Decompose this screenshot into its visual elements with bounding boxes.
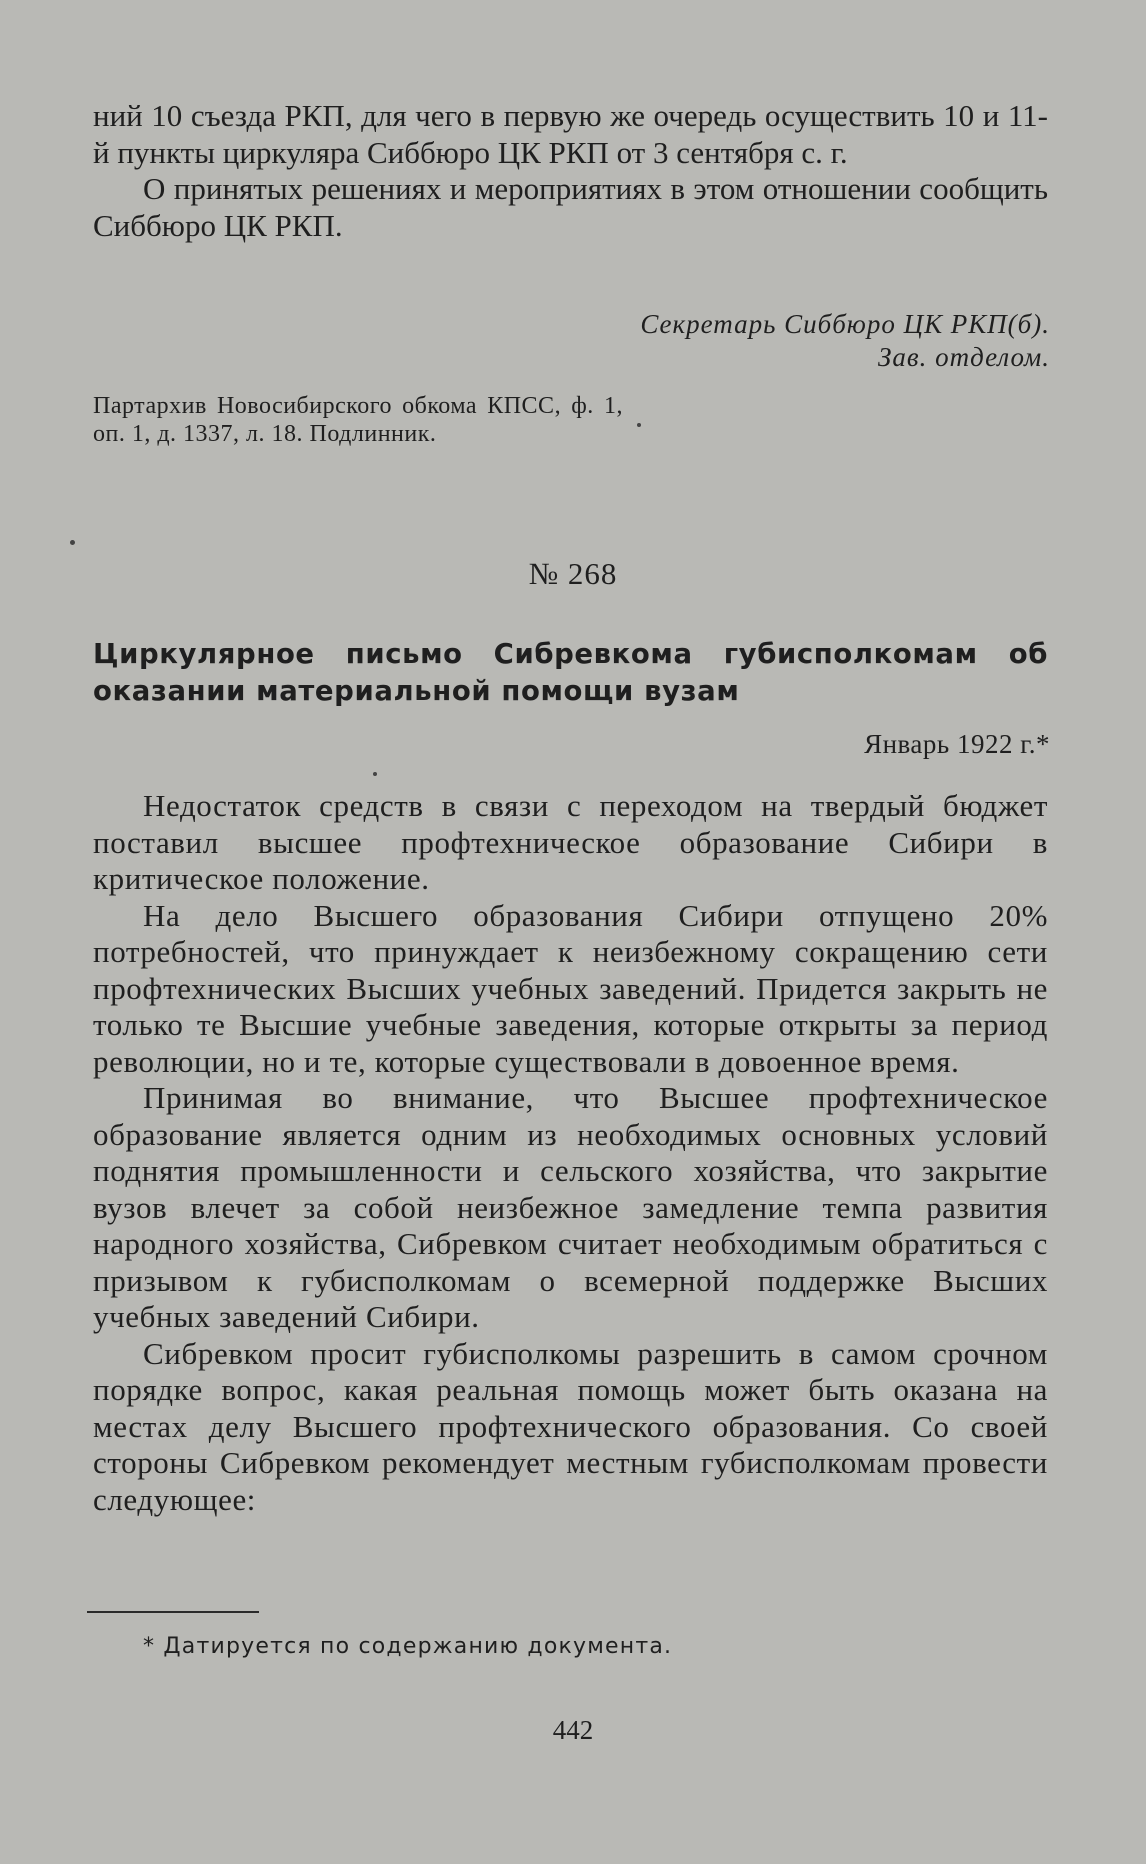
footnote-divider — [87, 1611, 259, 1613]
previous-document-tail — [93, 98, 1048, 244]
body-paragraph-1: Недостаток средств в связи с переходом на твердый бюджет поставил высшее профтехническое образование Сибири в критическое положение. — [93, 788, 1048, 896]
signature-secretary: Секретарь Сиббюро ЦК РКП(б). — [640, 309, 1050, 339]
print-speck — [637, 423, 641, 427]
body-paragraph-3: Принимая во внимание, что Высшее профтехническое образование является одним из необходимых основных условий поднятия промышленности и сельского хозяйства, что закрытие вузов влечет за собой неизбежное замедление темпа развития народного хозяйства, Сибревком считает необходимым обратиться с призывом к губисполкомам о всемерной поддержке Высших учебных заведений Сибири. — [93, 1080, 1048, 1334]
page-number: 442 — [552, 1715, 594, 1745]
print-speck — [70, 540, 75, 545]
signature-department-head: Зав. отделом. — [878, 342, 1050, 372]
footnote: * Датируется по содержанию документа. — [143, 1634, 673, 1659]
body-paragraph-2: На дело Высшего образования Сибири отпущено 20% потребностей, что принуждает к неизбежному сокращению сети профтехнических Высших учебных заведений. Придется закрыть не только те Высшие учебные заведения, которые открыты за период революции, но и те, которые существовали в довоенное время. — [93, 897, 1048, 1079]
body-paragraph-4: Сибревком просит губисполкомы разрешить в самом срочном порядке вопрос, какая реальная помощь может быть оказана на местах делу Высшего профтехнического образования. Со своей стороны Сибревком рекомендует местным губисполкомам провести следующее: — [93, 1335, 1048, 1517]
previous-paragraph-2: О принятых решениях и мероприятиях в этом отношении сообщить Сиббюро ЦК РКП. — [93, 171, 1048, 243]
previous-paragraph-1: ний 10 съезда РКП, для чего в первую же очередь осуществить 10 и 11-й пункты циркуляра Сиббюро ЦК РКП от 3 сентября с. г. — [93, 98, 1048, 170]
document-body — [93, 788, 1048, 1518]
document-date: Январь 1922 г.* — [864, 729, 1050, 759]
document-number: № 268 — [528, 556, 618, 591]
archive-reference: Партархив Новосибирского обкома КПСС, ф. 1, оп. 1, д. 1337, л. 18. Подлинник. — [93, 393, 623, 447]
print-speck — [373, 772, 377, 776]
document-title: Циркулярное письмо Сибревкома губисполкомам об оказании материальной помощи вузам — [93, 638, 1048, 707]
